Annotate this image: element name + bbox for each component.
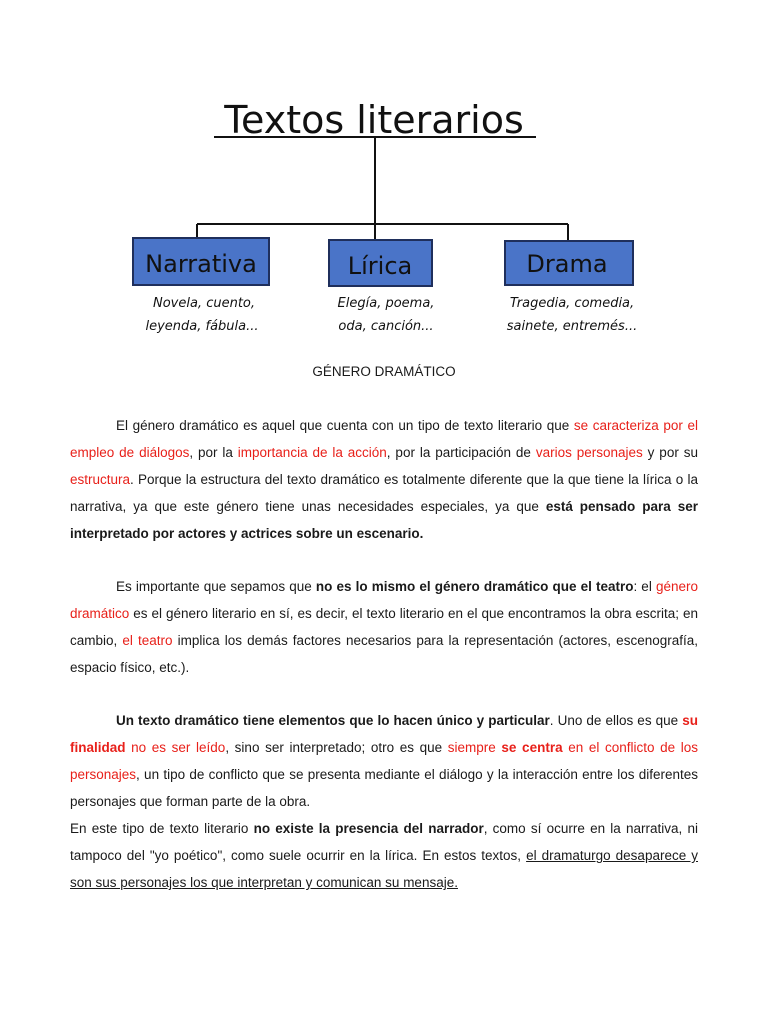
p1-text-5: . Porque la estructura del texto dramático es totalmente diferente que la que tiene la lírica o la narrativa, ya que este género tiene unas necesidades especiales, ya que <box>70 472 698 514</box>
p3-text-3: , un tipo de conflicto que se presenta mediante el diálogo y la interacción entre los diferentes personajes que forman parte de la obra. <box>70 767 698 809</box>
literary-genres-diagram <box>0 0 768 345</box>
section-heading: GÉNERO DRAMÁTICO <box>312 364 456 379</box>
p2-highlight-genero: género dramático <box>70 579 698 621</box>
p3-text-2: , sino ser interpretado; otro es que <box>225 740 448 755</box>
p3-highlight-finalidad: su finalidad <box>70 713 698 755</box>
p1-highlight-personajes: varios personajes <box>535 445 643 460</box>
p3-highlight-conflicto: en el conflicto de los personajes <box>70 740 699 782</box>
p2-text-3: es el género literario en sí, es decir, el texto literario en el que encontramos la obra escrita; en cambio, <box>70 606 698 648</box>
p4-bold-narrador: no existe la presencia del narrador <box>253 821 484 836</box>
p4-text-1: En este tipo de texto literario <box>70 821 254 836</box>
p2-highlight-teatro: el teatro <box>122 633 173 648</box>
p3-highlight-leido: no es ser leído <box>125 740 226 755</box>
p1-highlight-estructura: estructura <box>70 472 131 487</box>
narrativa-label: Narrativa <box>145 250 257 278</box>
p3-bold-elementos: Un texto dramático tiene elementos que lo hacen único y particular <box>116 713 550 728</box>
p1-highlight-dialogos: se caracteriza por el empleo de diálogos <box>70 418 698 460</box>
lirica-caption-line2: oda, canción... <box>338 319 434 334</box>
p3-highlight-se-centra: se centra <box>501 740 563 755</box>
lirica-label: Lírica <box>347 252 413 280</box>
p1-text-4: y por su <box>642 445 698 460</box>
p3-highlight-siempre: siempre <box>447 740 502 755</box>
paragraph-elementos <box>70 707 698 815</box>
p2-text-1: Es importante que sepamos que <box>116 579 316 594</box>
p1-text-3: , por la participación de <box>386 445 536 460</box>
paragraph-teatro <box>70 573 698 681</box>
p2-bold-no-es-lo-mismo: no es lo mismo el género dramático que el teatro <box>315 579 634 594</box>
paragraph-narrador <box>70 815 698 896</box>
drama-label: Drama <box>526 250 608 278</box>
p2-text-4: implica los demás factores necesarios para la representación (actores, escenografía, espacio físico, etc.). <box>70 633 698 675</box>
drama-caption-line2: sainete, entremés... <box>506 319 638 334</box>
p4-underline-dramaturgo: el dramaturgo desaparece y son sus personajes los que interpretan y comunican su mensaje. <box>70 848 698 890</box>
drama-caption-line1: Tragedia, comedia, <box>509 296 635 311</box>
p4-text-2: , como sí ocurre en la narrativa, ni tampoco del "yo poético", como suele ocurrir en la lírica. En estos textos, <box>70 821 698 863</box>
p3-text-1: . Uno de ellos es que <box>549 713 683 728</box>
narrativa-caption-line2: leyenda, fábula... <box>145 319 259 334</box>
lirica-caption-line1: Elegía, poema, <box>337 296 435 311</box>
diagram-title: Textos literarios <box>224 98 524 142</box>
p1-highlight-accion: importancia de la acción <box>237 445 387 460</box>
p1-text-1: El género dramático es aquel que cuenta con un tipo de texto literario que <box>116 418 574 433</box>
narrativa-caption-line1: Novela, cuento, <box>152 296 256 311</box>
p1-text-2: , por la <box>189 445 238 460</box>
p2-text-2: : el <box>633 579 656 594</box>
p1-bold-escenario: está pensado para ser interpretado por actores y actrices sobre un escenario. <box>70 499 698 541</box>
paragraph-definition <box>70 412 698 547</box>
